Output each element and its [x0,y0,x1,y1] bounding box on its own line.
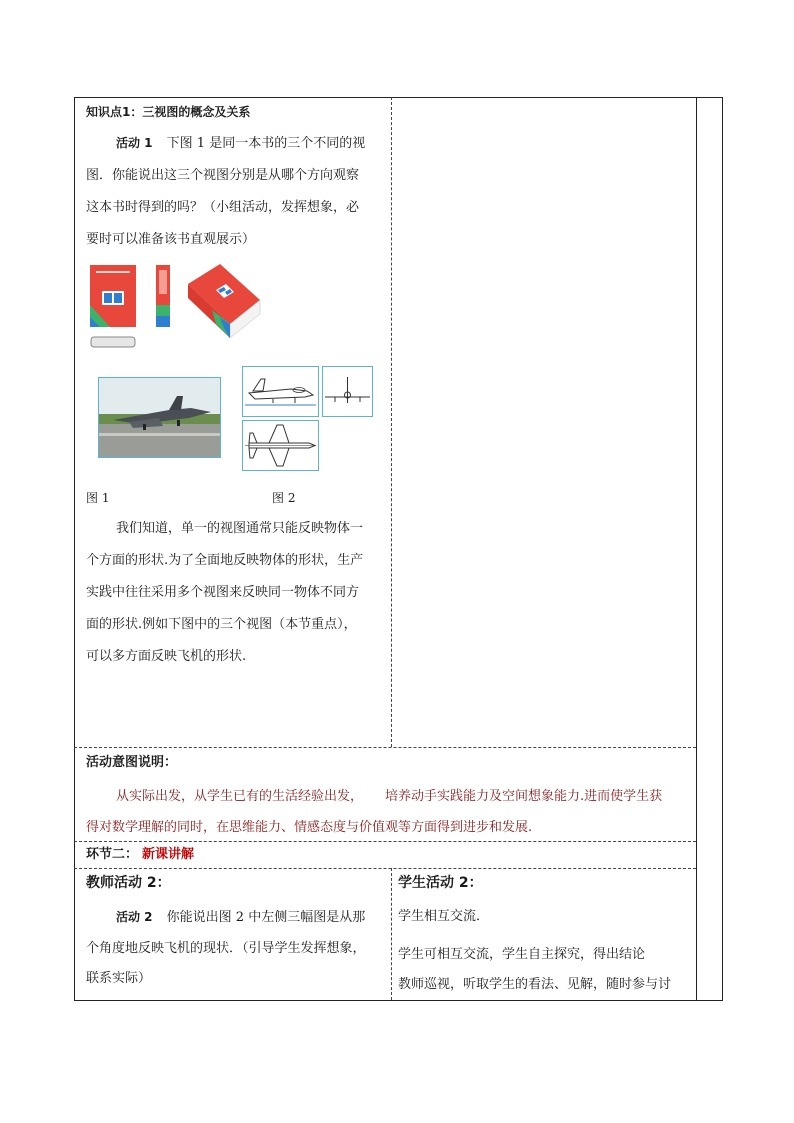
airplane-top-view [242,420,319,471]
stage2-label: 环节二： [86,847,139,862]
activity1-line2: 图．你能说出这三个视图分别是从哪个方向观察 [86,168,360,183]
book-perspective-icon [186,262,264,340]
table-right-border [722,97,723,1000]
book-front-view [90,265,136,327]
airplane-top-icon [243,421,318,470]
activity1-line1 [116,128,365,159]
book-front-icon [90,265,136,327]
book-top-view [90,333,136,345]
knowledge-point-heading: 知识点1：三视图的概念及关系 [86,105,251,119]
intent-line1-part-b: 培养动手实践能力及空间想象能力.进而使学生获 [385,789,663,804]
teacher-line2: 个角度地反映飞机的现状．（引导学生发挥想象， [86,941,366,956]
intent-line2: 得对数学理解的同时，在思维能力、情感态度与价值观等方面得到进步和发展. [86,820,533,835]
airplane-photo [98,377,221,458]
student-line1: 学生相互交流． [398,909,490,924]
teacher-text-1: 你能说出图 2 中左侧三幅图是从那 [166,910,366,925]
airplane-front-view [322,366,373,417]
column-divider-bottom [391,868,392,1000]
table-bottom-border [74,1000,723,1001]
intent-line1-part-a: 从实际出发，从学生已有的生活经验出发， [116,789,364,804]
activity1-line3: 这本书时得到的吗？（小组活动，发挥想象，必 [86,200,360,215]
figure1-caption: 图 1 [86,491,110,505]
activity1-label: 活动 1 [116,136,153,150]
activity1-text-1: 下图 1 是同一本书的三个不同的视 [166,136,366,151]
stage2-heading [86,840,194,870]
teacher-line3: 联系实际） [86,971,152,986]
book-side-view [156,265,170,327]
body-line5: 可以多方面反映飞机的形状. [86,649,247,664]
activity1-line4: 要时可以准备该书直观展示） [86,232,256,247]
student-line3: 教师巡视，听取学生的看法、见解，随时参与讨 [398,977,672,992]
table-inner-right-border [696,97,697,1000]
book-spine-icon [156,265,170,327]
book-top-icon [90,336,136,348]
airplane-front-icon [323,367,372,416]
body-line4: 面的形状.例如下图中的三个视图（本节重点）， [86,617,357,632]
figure2-caption: 图 2 [272,491,296,505]
table-left-border [74,97,75,1000]
airplane-side-icon [243,367,318,416]
student-activity-heading: 学生活动 2： [398,875,483,891]
teacher-line1 [116,902,365,933]
airplane-side-view [242,366,319,417]
airplane-photo-image [99,378,220,457]
book-3d-view [186,262,264,340]
intent-heading: 活动意图说明： [86,755,178,770]
student-line2: 学生可相互交流，学生自主探究，得出结论 [398,947,646,962]
body-line2: 个方面的形状.为了全面地反映物体的形状，生产 [86,553,364,568]
column-divider-top [391,97,392,747]
teacher-activity-heading: 教师活动 2： [86,875,171,891]
body-line3: 实践中往往采用多个视图来反映同一物体不同方 [86,585,360,600]
activity2-label: 活动 2 [116,910,153,924]
stage2-title: 新课讲解 [142,847,195,862]
body-line1: 我们知道，单一的视图通常只能反映物体一 [116,521,364,536]
intent-line1 [116,782,662,812]
